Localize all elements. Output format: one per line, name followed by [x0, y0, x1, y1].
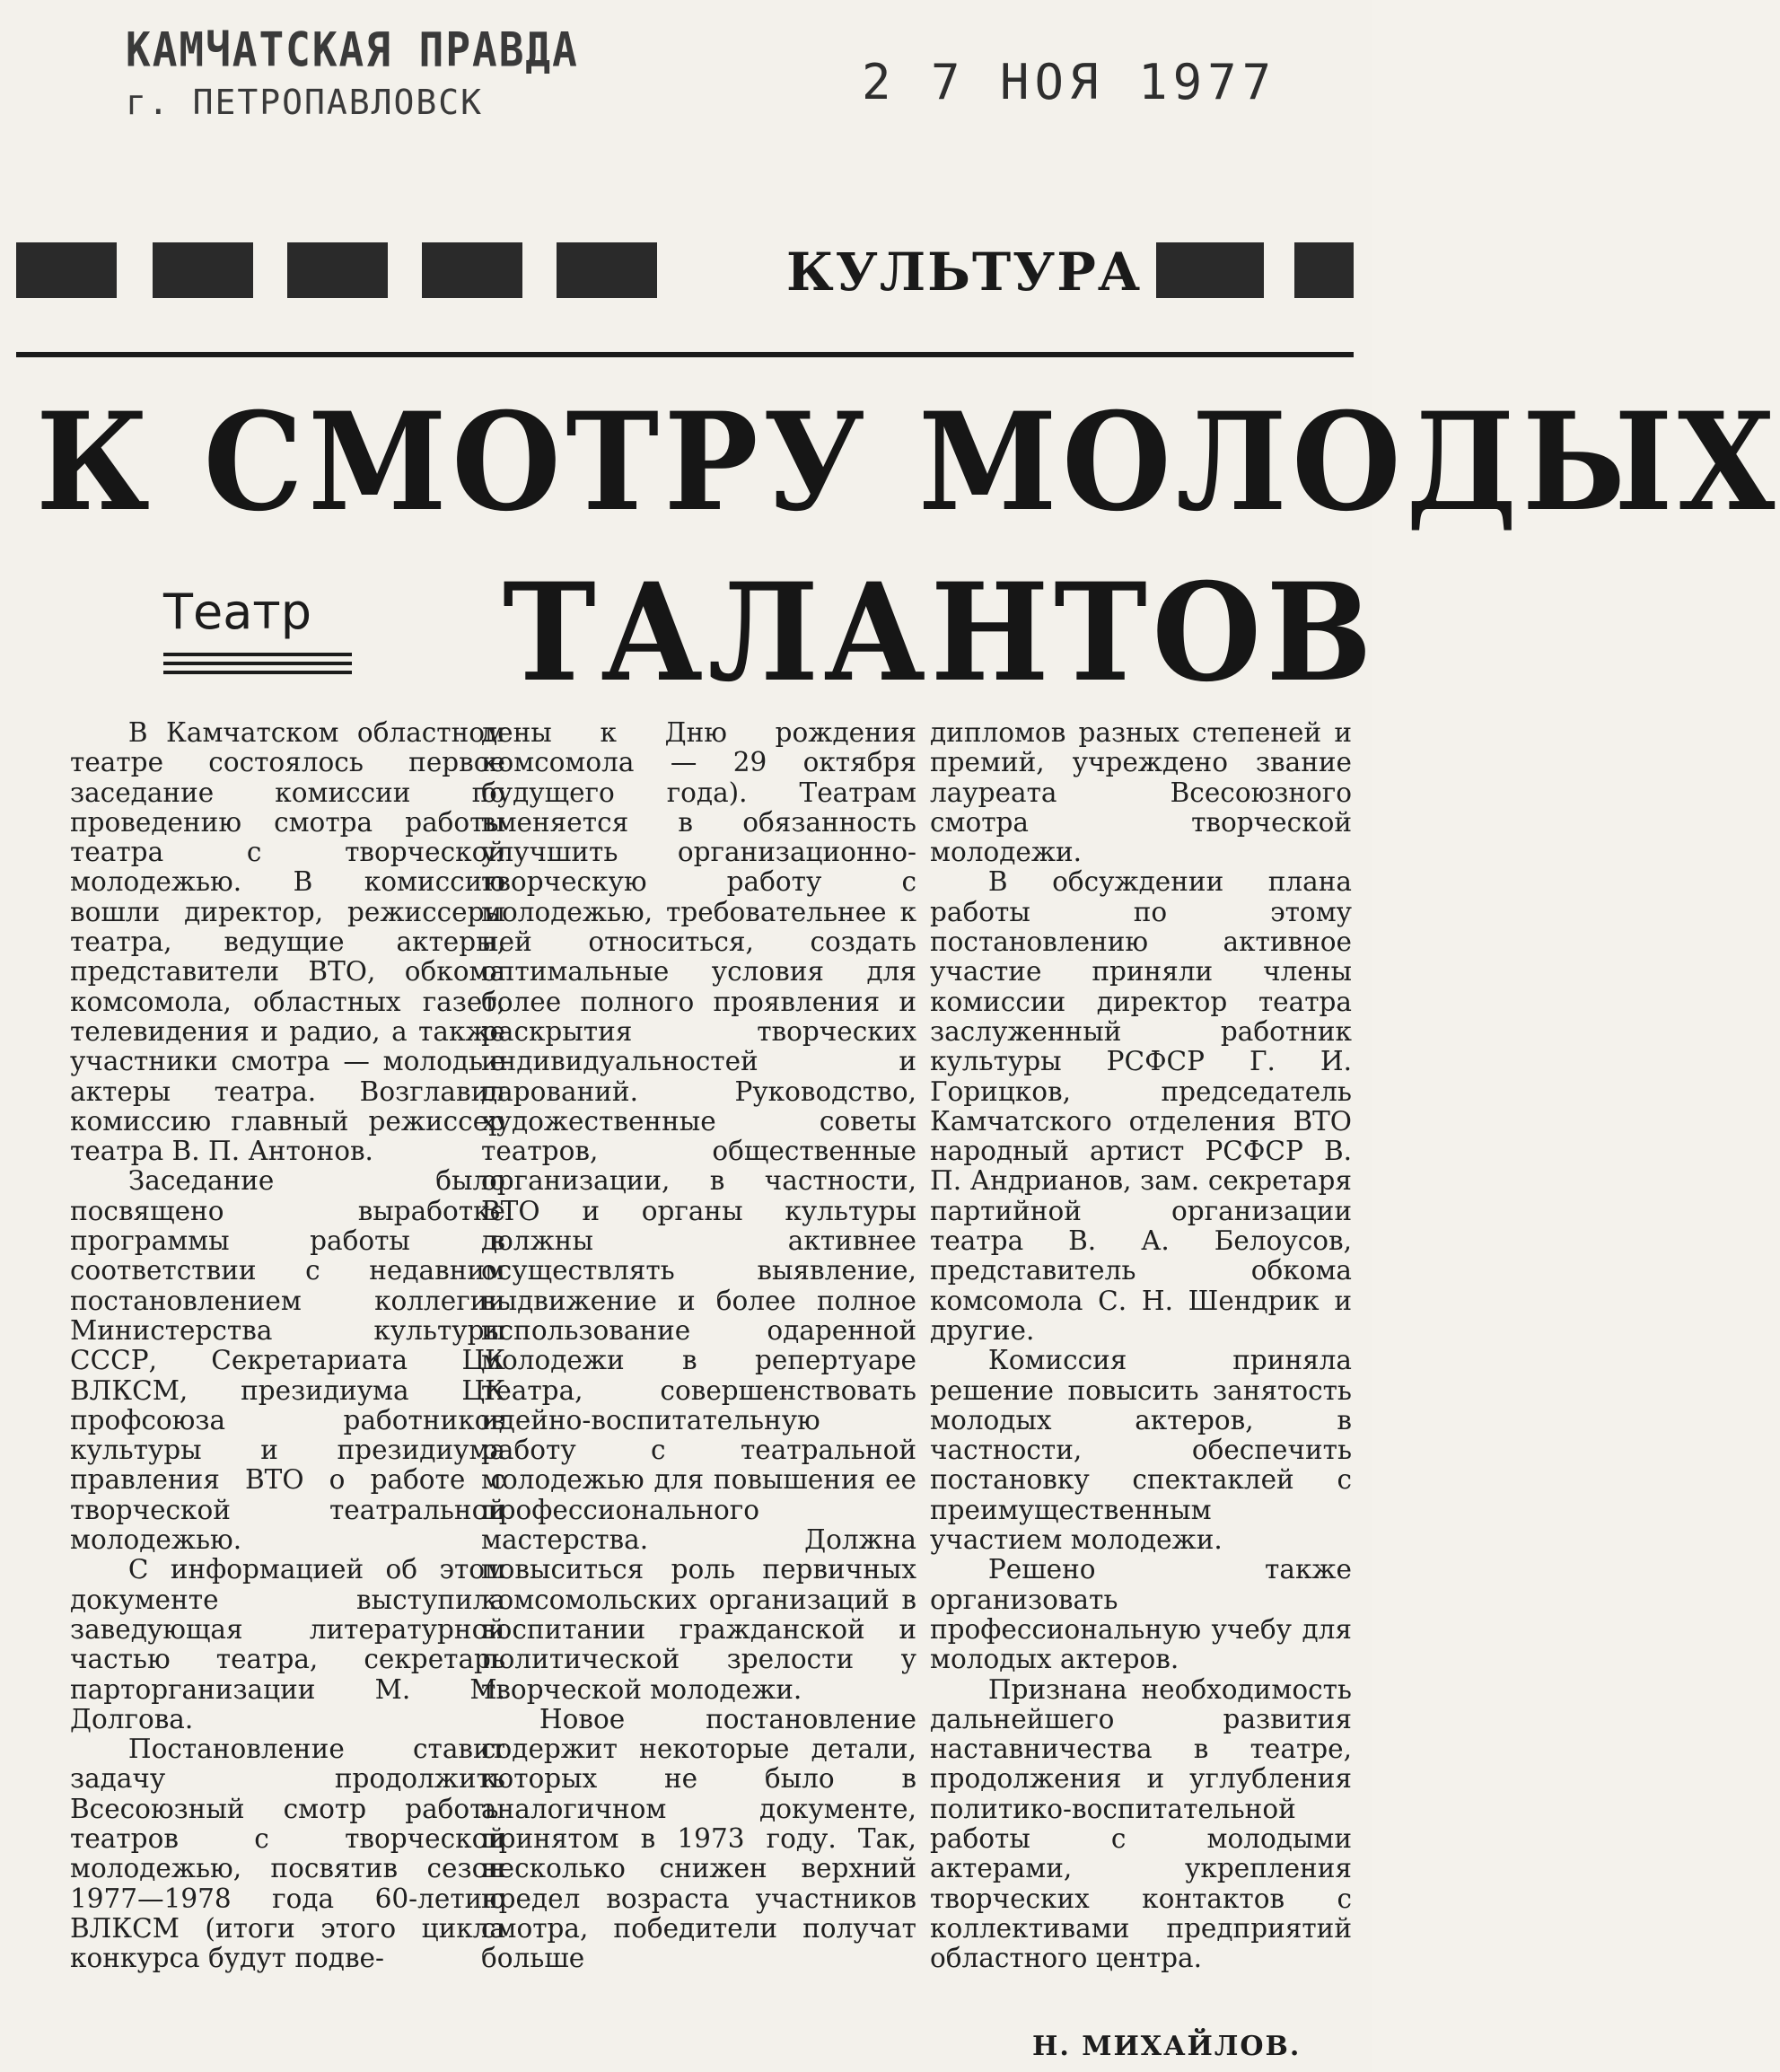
section-tag — [163, 584, 352, 680]
paragraph: дипломов разных степеней и премий, учреждено звание лауреата Всесоюзного смотра творческой молодежи. — [930, 717, 1352, 868]
article-column-1 — [70, 718, 505, 1973]
headline-line-2: ТАЛАНТОВ — [503, 554, 1378, 712]
rubric-bar-block — [153, 242, 253, 298]
section-tag-label: Театр — [163, 584, 312, 640]
article-column-3 — [930, 718, 1352, 1973]
rubric-bar-block — [16, 242, 117, 298]
paragraph: Постановление ставит задачу продолжить Всесоюзный смотр работы театров с творческой молодежью, посвятив сезон 1977—1978 года 60-летию ВЛКСМ (итоги этого цикла конкурса будут подве- — [70, 1734, 505, 1974]
article-column-2 — [481, 718, 916, 1973]
stamp-city: г. ПЕТРОПАВЛОВСК — [126, 83, 484, 122]
rubric-bar-block — [557, 242, 657, 298]
paragraph: Решено также организовать профессиональную учебу для молодых актеров. — [930, 1554, 1352, 1675]
paragraph: дены к Дню рождения комсомола — 29 октября будущего года). Театрам вменяется в обязанность улучшить организационно-творческую работу с молодежью, требовательнее к ней относиться, создать оптимальные условия для более полного проявления и раскрытия творческих индивидуальностей и дарований. Руководство, художественные советы театров, общественные организации, в частности, ВТО и органы культуры должны активнее осуществлять выявление, выдвижение и более полное использование одаренной молодежи в репертуаре театра, совершенствовать идейно-воспитательную работу с театральной молодежью для повышения ее профессионального мастерства. Должна повыситься роль первичных комсомольских организаций в воспитании гражданской и политической зрелости у творческой молодежи. — [481, 717, 916, 1705]
paragraph: В обсуждении плана работы по этому постановлению активное участие приняли члены комиссии директор театра заслуженный работник культуры РСФСР Г. И. Горицков, председатель Камчатского отделения ВТО народный артист РСФСР В. П. Андрианов, зам. секретаря партийной организации театра В. А. Белоусов, представитель обкома комсомола С. Н. Шендрик и другие. — [930, 866, 1352, 1346]
author-signature: Н. МИХАЙЛОВ. — [1032, 2031, 1302, 2062]
headline-line-1: К СМОТРУ МОЛОДЫХ — [36, 383, 1780, 541]
paragraph: Новое постановление содержит некоторые детали, которых не было в аналогичном документе, принятом в 1973 году. Так, несколько снижен верхний предел возраста участников смотра, победители получат больше — [481, 1703, 916, 1974]
rubric-bar-block — [1156, 242, 1264, 298]
rubric-bar-block — [1294, 242, 1354, 298]
rubric-bar-block — [287, 242, 388, 298]
rubric-bar-block — [422, 242, 522, 298]
paragraph: С информацией об этом документе выступила заведующая литературной частью театра, секретарь парторганизации М. М. Долгова. — [70, 1554, 505, 1734]
rubric-label: КУЛЬТУРА — [774, 244, 1154, 300]
paragraph: Заседание было посвящено выработке программы работы в соответствии с недавним постановлением коллегии Министерства культуры СССР, Секретариата ЦК ВЛКСМ, президиума ЦК профсоюза работников культуры и президиума правления ВТО о работе с творческой театральной молодежью. — [70, 1165, 505, 1556]
stamp-date: 2 7 НОЯ 1977 — [862, 54, 1277, 110]
stamp-newspaper-name: КАМЧАТСКАЯ ПРАВДА — [126, 21, 579, 78]
newspaper-stamp — [126, 21, 579, 122]
paragraph: Комиссия приняла решение повысить занятость молодых актеров, в частности, обеспечить постановку спектаклей с преимущественным участием молодежи. — [930, 1345, 1352, 1556]
section-tag-underline — [163, 653, 352, 674]
divider-rule — [16, 352, 1354, 357]
paragraph: Признана необходимость дальнейшего развития наставничества в театре, продолжения и углубления политико-воспитательной работы с молодыми актерами, укрепления творческих контактов с коллективами предприятий областного центра. — [930, 1673, 1352, 1974]
paragraph: В Камчатском областном театре состоялось первое заседание комиссии по проведению смотра работы театра с творческой молодежью. В комиссию вошли директор, режиссеры театра, ведущие актеры, представители ВТО, обкома комсомола, областных газет, телевидения и радио, а также участники смотра — молодые актеры театра. Возглавил комиссию главный режиссер театра В. П. Антонов. — [70, 717, 505, 1167]
